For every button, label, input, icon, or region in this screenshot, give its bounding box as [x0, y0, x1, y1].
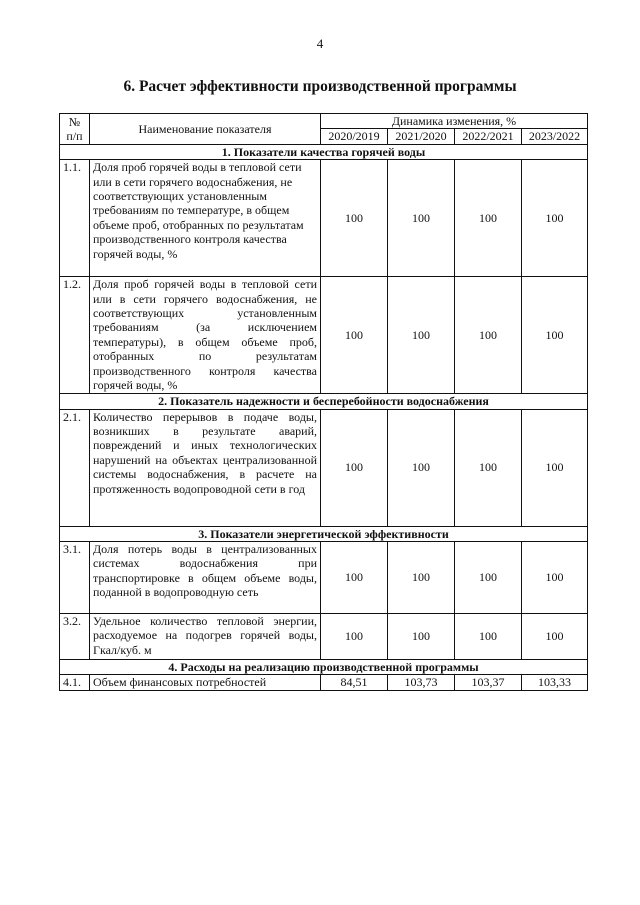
row-name: Доля потерь воды в централизованных системах водоснабжения при транспортировке в общем объеме воды, поданной в водопроводную сеть	[90, 542, 321, 614]
row-value: 100	[321, 542, 388, 614]
table-row	[60, 409, 588, 526]
row-value: 100	[522, 160, 588, 277]
section-title-2: 2. Показатель надежности и бесперебойности водоснабжения	[60, 394, 588, 409]
page-title: 6. Расчет эффективности производственной программы	[123, 78, 517, 95]
row-value: 100	[321, 277, 388, 394]
row-value: 100	[455, 542, 522, 614]
header-year-4: 2023/2022	[522, 129, 588, 144]
row-value: 103,73	[388, 675, 455, 690]
row-number: 3.2.	[60, 614, 90, 660]
row-name: Объем финансовых потребностей	[90, 675, 321, 690]
row-number: 1.1.	[60, 160, 90, 277]
header-pp-label: п/п	[66, 128, 83, 143]
header-number-cell	[60, 114, 90, 145]
table-row	[60, 542, 588, 614]
row-name: Удельное количество тепловой энергии, расходуемое на подогрев горячей воды, Гкал/куб. м	[90, 614, 321, 660]
section-title-4: 4. Расходы на реализацию производственной программы	[60, 660, 588, 675]
table-row	[60, 614, 588, 660]
row-value: 100	[455, 614, 522, 660]
header-year-3: 2022/2021	[455, 129, 522, 144]
header-dynamics-label: Динамика изменения, %	[321, 114, 588, 129]
row-name: Доля проб горячей воды в тепловой сети или в сети горячего водоснабжения, не соответствующих установленным требованиям (за исключением температуры), в общем объеме проб, отобранных по результатам производственного контроля качества горячей воды, %	[90, 277, 321, 394]
row-value: 100	[388, 409, 455, 526]
row-value: 100	[522, 409, 588, 526]
row-value: 100	[388, 542, 455, 614]
row-value: 100	[522, 542, 588, 614]
row-value: 100	[321, 409, 388, 526]
row-value: 100	[321, 160, 388, 277]
row-name: Количество перерывов в подаче воды, возникших в результате аварий, повреждений и иных технологических нарушений на объектах централизованной системы водоснабжения, в расчете на протяженность водопроводной сети в год	[90, 409, 321, 526]
section-title-1: 1. Показатели качества горячей воды	[60, 144, 588, 159]
row-value: 103,37	[455, 675, 522, 690]
row-value: 100	[455, 409, 522, 526]
row-number: 3.1.	[60, 542, 90, 614]
row-name: Доля проб горячей воды в тепловой сети или в сети горячего водоснабжения, не соответствующих установленным требованиям по температуре, в общем объеме проб, отобранных по результатам производственного контроля качества горячей воды, %	[90, 160, 321, 277]
efficiency-table	[59, 113, 588, 691]
section-title-3: 3. Показатели энергетической эффективности	[60, 526, 588, 541]
row-value: 100	[455, 277, 522, 394]
table-row	[60, 277, 588, 394]
page-number: 4	[316, 36, 324, 51]
row-number: 4.1.	[60, 675, 90, 690]
row-number: 2.1.	[60, 409, 90, 526]
table-row	[60, 675, 588, 690]
row-value: 84,51	[321, 675, 388, 690]
table-row	[60, 160, 588, 277]
row-value: 100	[388, 277, 455, 394]
header-year-1: 2020/2019	[321, 129, 388, 144]
header-no-label: №	[68, 114, 81, 129]
row-value: 100	[321, 614, 388, 660]
header-year-2: 2021/2020	[388, 129, 455, 144]
row-value: 100	[522, 614, 588, 660]
row-value: 100	[522, 277, 588, 394]
row-value: 100	[455, 160, 522, 277]
row-value: 103,33	[522, 675, 588, 690]
row-value: 100	[388, 160, 455, 277]
row-number: 1.2.	[60, 277, 90, 394]
header-name-label: Наименование показателя	[90, 114, 321, 145]
row-value: 100	[388, 614, 455, 660]
